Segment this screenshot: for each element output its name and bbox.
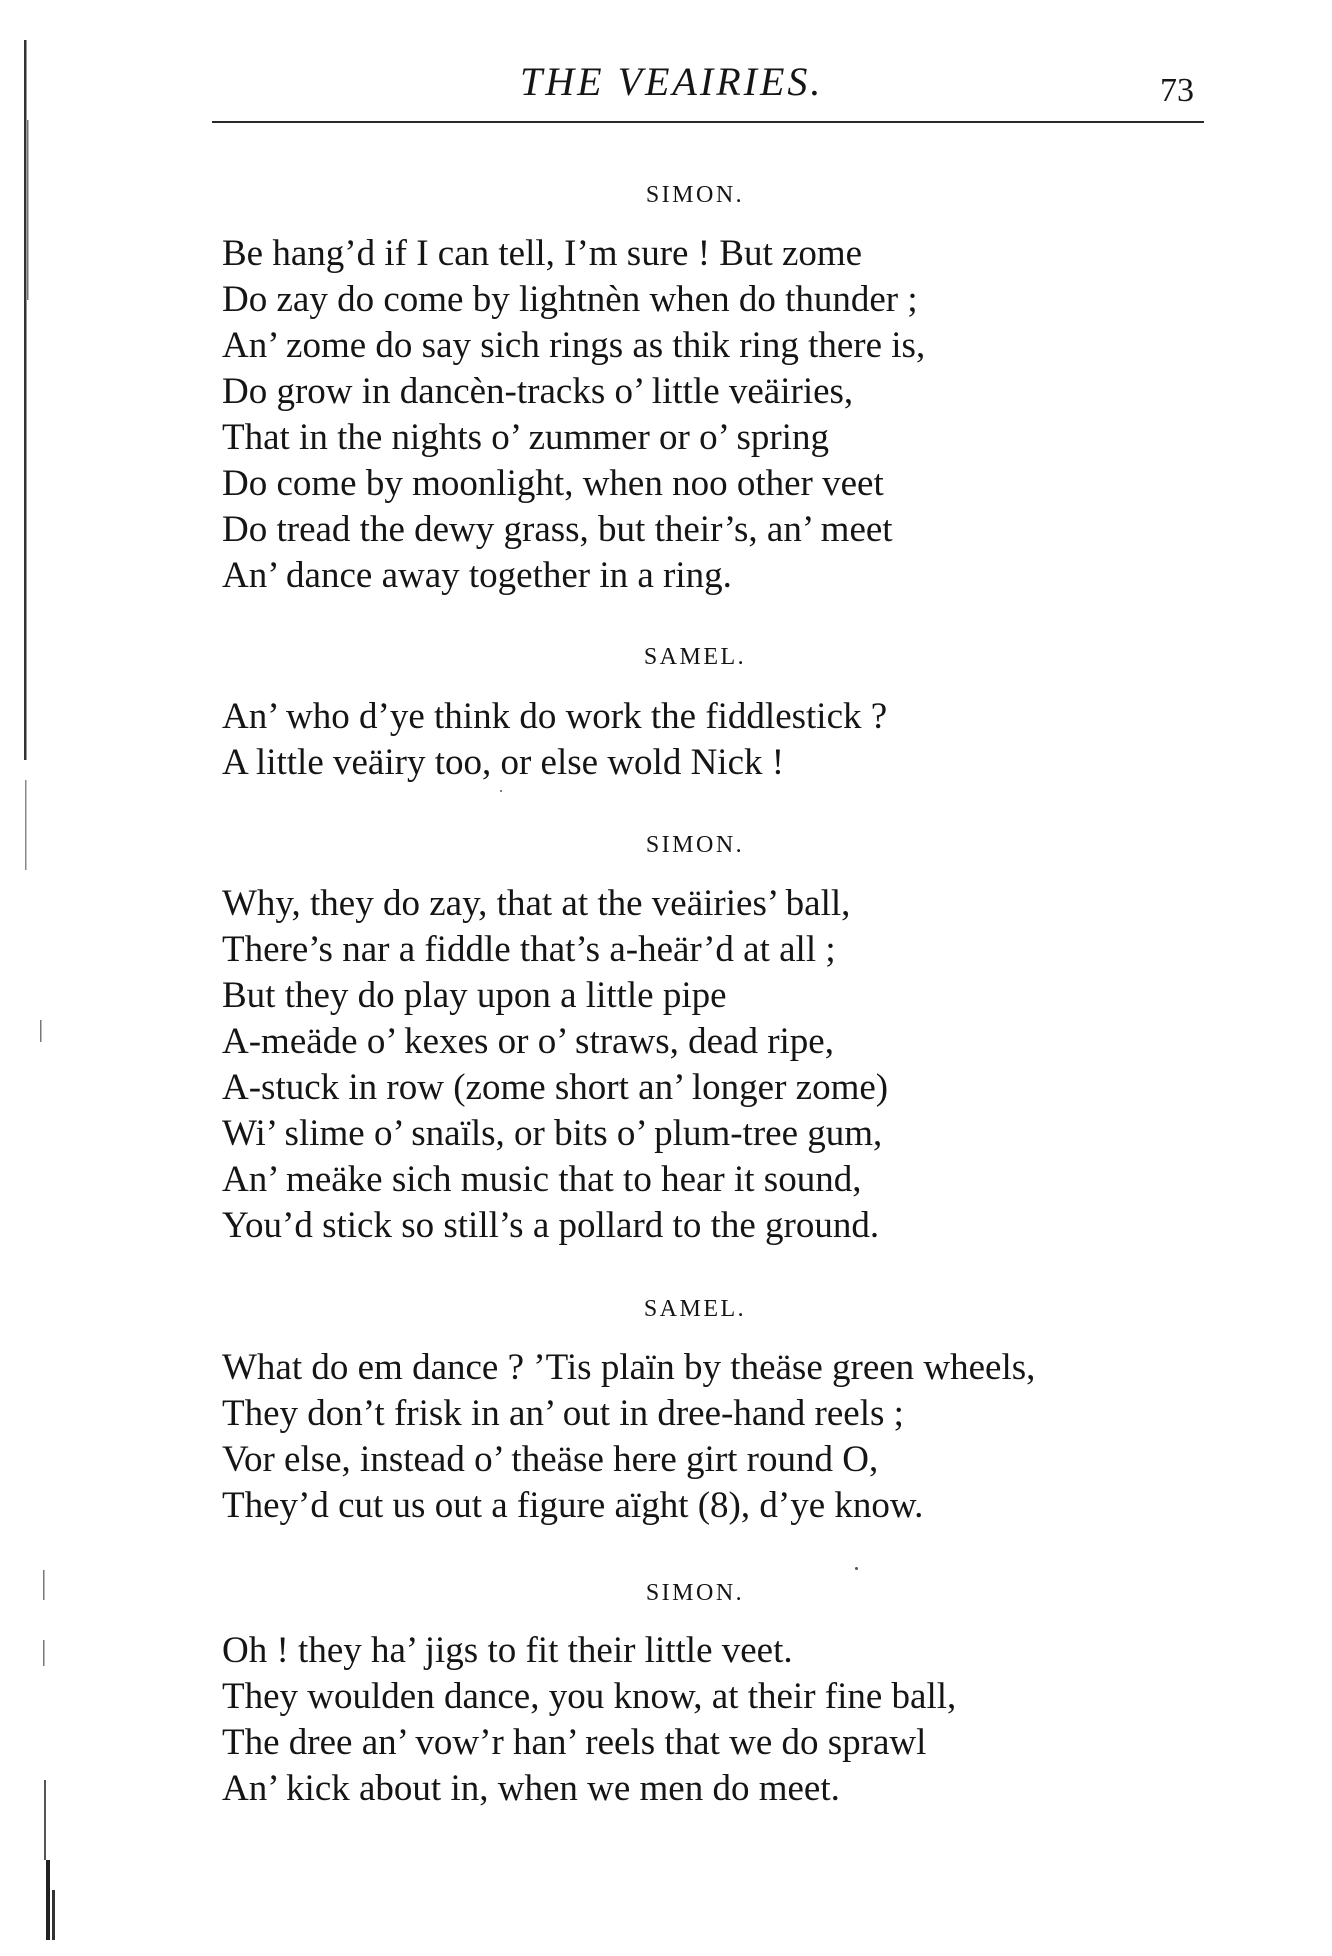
speaker-label: SAMEL. bbox=[643, 1296, 747, 1322]
verse-line: An’ dance away together in a ring. bbox=[222, 555, 732, 596]
verse-stanza bbox=[222, 881, 888, 1249]
speaker-label: SIMON. bbox=[645, 832, 745, 858]
verse-line: Do come by moonlight, when noo other veet bbox=[222, 463, 884, 504]
verse-line: An’ meäke sich music that to hear it sound, bbox=[222, 1159, 862, 1200]
verse-stanza bbox=[222, 694, 887, 786]
verse-line: Wi’ slime o’ snaïls, or bits o’ plum-tree gum, bbox=[222, 1113, 883, 1154]
verse-line: Why, they do zay, that at the veäiries’ ball, bbox=[222, 883, 851, 924]
verse-line: That in the nights o’ zummer or o’ spring bbox=[222, 417, 829, 458]
speaker-label: SIMON. bbox=[645, 1580, 745, 1606]
verse-line: What do em dance ? ’Tis plaïn by theäse green wheels, bbox=[222, 1347, 1036, 1388]
verse-line: Do grow in dancèn-tracks o’ little veäiries, bbox=[222, 371, 854, 412]
verse-line: A-stuck in row (zome short an’ longer zome) bbox=[222, 1067, 889, 1108]
verse-stanza bbox=[222, 1345, 1035, 1529]
verse-line: A little veäiry too, or else wold Nick ! bbox=[222, 742, 785, 783]
verse-line: An’ kick about in, when we men do meet. bbox=[222, 1768, 840, 1809]
verse-line: The dree an’ vow’r han’ reels that we do sprawl bbox=[222, 1722, 927, 1763]
binding-edge bbox=[0, 0, 60, 1956]
verse-line: An’ zome do say sich rings as thik ring there is, bbox=[222, 325, 926, 366]
speaker-label: SAMEL. bbox=[643, 644, 747, 670]
verse-line: Vor else, instead o’ theäse here girt round O, bbox=[222, 1439, 879, 1480]
verse-line: Do zay do come by lightnèn when do thunder ; bbox=[222, 279, 918, 320]
header-rule bbox=[212, 121, 1204, 123]
verse-line: Do tread the dewy grass, but their’s, an’ meet bbox=[222, 509, 893, 550]
verse-line: A-meäde o’ kexes or o’ straws, dead ripe, bbox=[222, 1021, 834, 1062]
running-title: THE VEAIRIES. bbox=[520, 59, 824, 104]
verse-line: But they do play upon a little pipe bbox=[222, 975, 727, 1016]
verse-line: An’ who d’ye think do work the fiddlestick ? bbox=[222, 696, 888, 737]
speaker-label: SIMON. bbox=[645, 182, 745, 208]
ink-speck bbox=[500, 790, 502, 792]
verse-line: There’s nar a fiddle that’s a-heär’d at all ; bbox=[222, 929, 836, 970]
verse-line: Oh ! they ha’ jigs to fit their little veet. bbox=[222, 1630, 793, 1671]
page-number: 73 bbox=[1160, 72, 1194, 109]
verse-line: They woulden dance, you know, at their fine ball, bbox=[222, 1676, 957, 1717]
verse-line: They’d cut us out a figure aïght (8), d’ye know. bbox=[222, 1485, 924, 1526]
verse-line: Be hang’d if I can tell, I’m sure ! But zome bbox=[222, 233, 863, 274]
verse-stanza bbox=[222, 231, 925, 599]
verse-stanza bbox=[222, 1628, 956, 1812]
verse-line: They don’t frisk in an’ out in dree-hand reels ; bbox=[222, 1393, 904, 1434]
verse-line: You’d stick so still’s a pollard to the ground. bbox=[222, 1205, 880, 1246]
ink-speck bbox=[855, 1567, 858, 1570]
